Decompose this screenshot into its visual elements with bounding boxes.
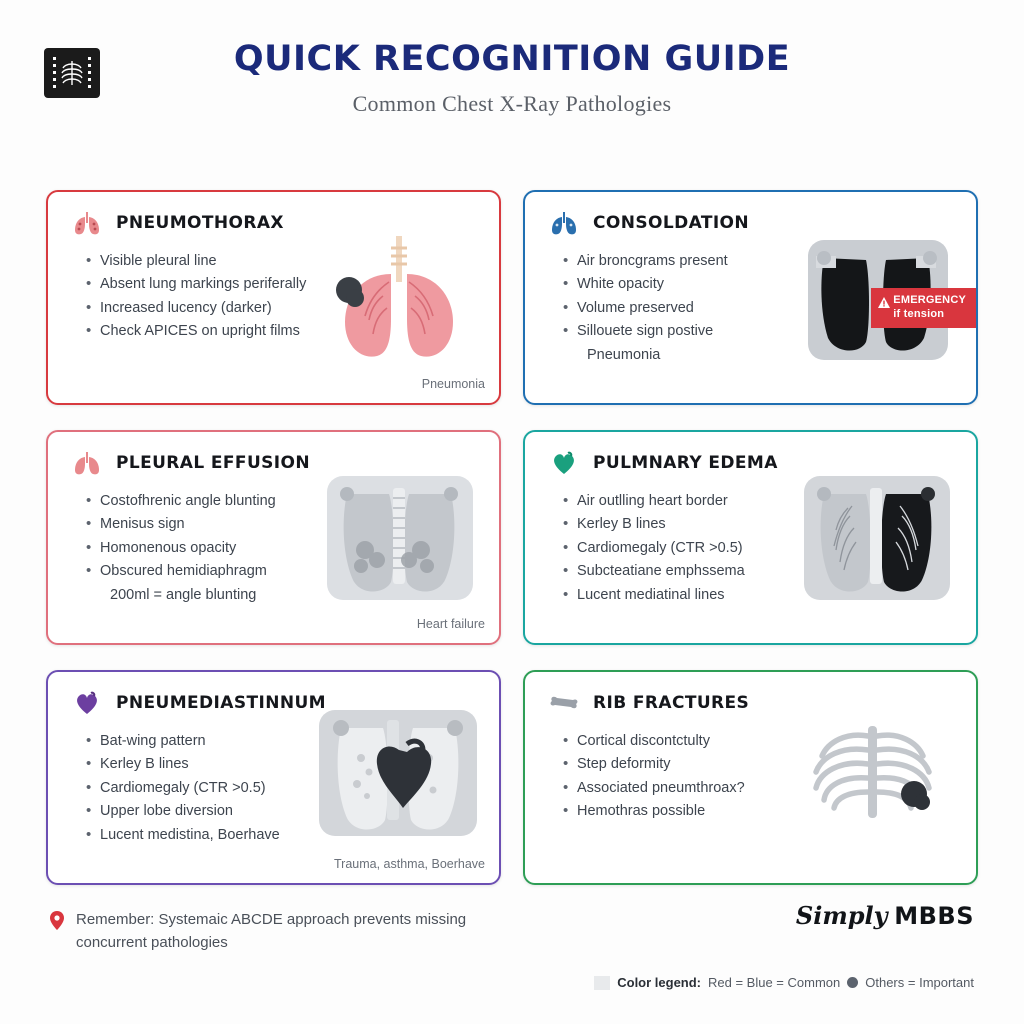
lungs-icon bbox=[547, 208, 581, 238]
list-item: • Step deformity bbox=[565, 753, 960, 776]
card-title: PNEUMEDIASTINNUM bbox=[116, 693, 326, 713]
page-subtitle: Common Chest X-Ray Pathologies bbox=[352, 90, 672, 116]
card-rib-fractures[interactable] bbox=[523, 670, 978, 885]
lungs-icon bbox=[70, 208, 104, 238]
card-pulmonary-edema[interactable] bbox=[523, 430, 978, 645]
heart-icon bbox=[70, 688, 104, 718]
list-item: • Costofhrenic angle blunting bbox=[88, 490, 483, 513]
list-item: • Lucent medistina, Boerhave bbox=[88, 824, 483, 847]
list-item: • Menisus sign bbox=[88, 513, 483, 536]
legend-red-text: Red = Blue = Common bbox=[708, 975, 841, 990]
card-caption: Trauma, asthma, Boerhave bbox=[334, 857, 485, 871]
card-title: PNEUMOTHORAX bbox=[116, 213, 284, 233]
list-item: • Air outlling heart border bbox=[565, 490, 960, 513]
heart-icon bbox=[547, 448, 581, 478]
card-caption: Pneumonia bbox=[587, 346, 661, 363]
brand-logo bbox=[796, 901, 974, 931]
header bbox=[0, 0, 1024, 117]
card-header bbox=[547, 208, 960, 238]
legend-label: Color legend: bbox=[617, 975, 702, 990]
legend-dot bbox=[847, 977, 858, 988]
list-item: • Associated pneumthroax? bbox=[565, 777, 960, 800]
page-title: QUICK RECOGNITION GUIDE bbox=[233, 39, 791, 79]
legend-others-text: Others = Important bbox=[865, 975, 974, 990]
color-legend bbox=[594, 975, 974, 990]
xray-film-icon bbox=[44, 48, 100, 98]
pathology-card-grid bbox=[46, 190, 978, 885]
card-pneumomediastinum[interactable] bbox=[46, 670, 501, 885]
card-header bbox=[547, 688, 960, 718]
list-item: • Volume preserved bbox=[565, 297, 960, 320]
card-note: 200ml = angle blunting bbox=[110, 586, 257, 603]
card-header bbox=[547, 448, 960, 478]
remember-text: Remember: Systemaic ABCDE approach prevents missing concurrent pathologies bbox=[76, 911, 467, 951]
lungs-icon bbox=[70, 448, 104, 478]
list-item: • Air broncgrams present bbox=[565, 250, 960, 273]
brand-mbbs: MBBS bbox=[894, 902, 974, 930]
list-item: • Check APICES on upright films bbox=[88, 320, 483, 343]
location-pin-icon bbox=[50, 911, 64, 938]
card-title: PLEURAL EFFUSION bbox=[116, 453, 310, 473]
list-item: • Cardiomegaly (CTR >0.5) bbox=[88, 777, 483, 800]
list-item: • Subcteatiane emphssema bbox=[565, 560, 960, 583]
card-title: RIB FRACTURES bbox=[593, 693, 750, 713]
card-pleural-effusion[interactable] bbox=[46, 430, 501, 645]
card-header bbox=[70, 448, 483, 478]
emergency-line-1: EMERGENCY bbox=[893, 294, 966, 306]
list-item: • Homonenous opacity bbox=[88, 537, 483, 560]
list-item: • Cardiomegaly (CTR >0.5) bbox=[565, 537, 960, 560]
list-item: • Cortical discontctulty bbox=[565, 730, 960, 753]
card-bullet-list bbox=[547, 730, 960, 824]
card-header bbox=[70, 208, 483, 238]
list-item: • Increased lucency (darker) bbox=[88, 297, 483, 320]
list-item: • Kerley B lines bbox=[565, 513, 960, 536]
emergency-line-2: if tension bbox=[893, 307, 945, 320]
card-caption: Pneumonia bbox=[421, 377, 485, 391]
card-bullet-list bbox=[70, 490, 483, 607]
list-item: • Absent lung markings periferally bbox=[88, 273, 483, 296]
card-title: PULMNARY EDEMA bbox=[593, 453, 778, 473]
list-item: • Visible pleural line bbox=[88, 250, 483, 273]
card-bullet-list bbox=[70, 250, 483, 344]
emergency-badge bbox=[871, 288, 976, 328]
list-item: • Lucent mediatinal lines bbox=[565, 584, 960, 607]
card-header bbox=[70, 688, 483, 718]
card-title: CONSOLDATION bbox=[593, 213, 750, 233]
list-item: • Upper lobe diversion bbox=[88, 800, 483, 823]
card-caption: Heart failure bbox=[416, 617, 485, 631]
list-item: • White opacity bbox=[565, 273, 960, 296]
bone-icon bbox=[547, 688, 581, 718]
card-pneumothorax[interactable] bbox=[46, 190, 501, 405]
list-item: • Hemothras possible bbox=[565, 800, 960, 823]
brand-simply: Simply bbox=[795, 901, 888, 930]
card-bullet-list bbox=[547, 490, 960, 607]
list-item: • Obscured hemidiaphragm bbox=[88, 560, 483, 583]
footer bbox=[46, 901, 978, 996]
legend-swatch bbox=[594, 976, 610, 990]
card-consolidation[interactable] bbox=[523, 190, 978, 405]
card-bullet-list bbox=[70, 730, 483, 847]
list-item: • Sillouete sign postive bbox=[565, 320, 960, 343]
list-item: • Bat-wing pattern bbox=[88, 730, 483, 753]
remember-note bbox=[50, 909, 520, 954]
warning-triangle-icon bbox=[878, 297, 890, 313]
list-item: • Kerley B lines bbox=[88, 753, 483, 776]
